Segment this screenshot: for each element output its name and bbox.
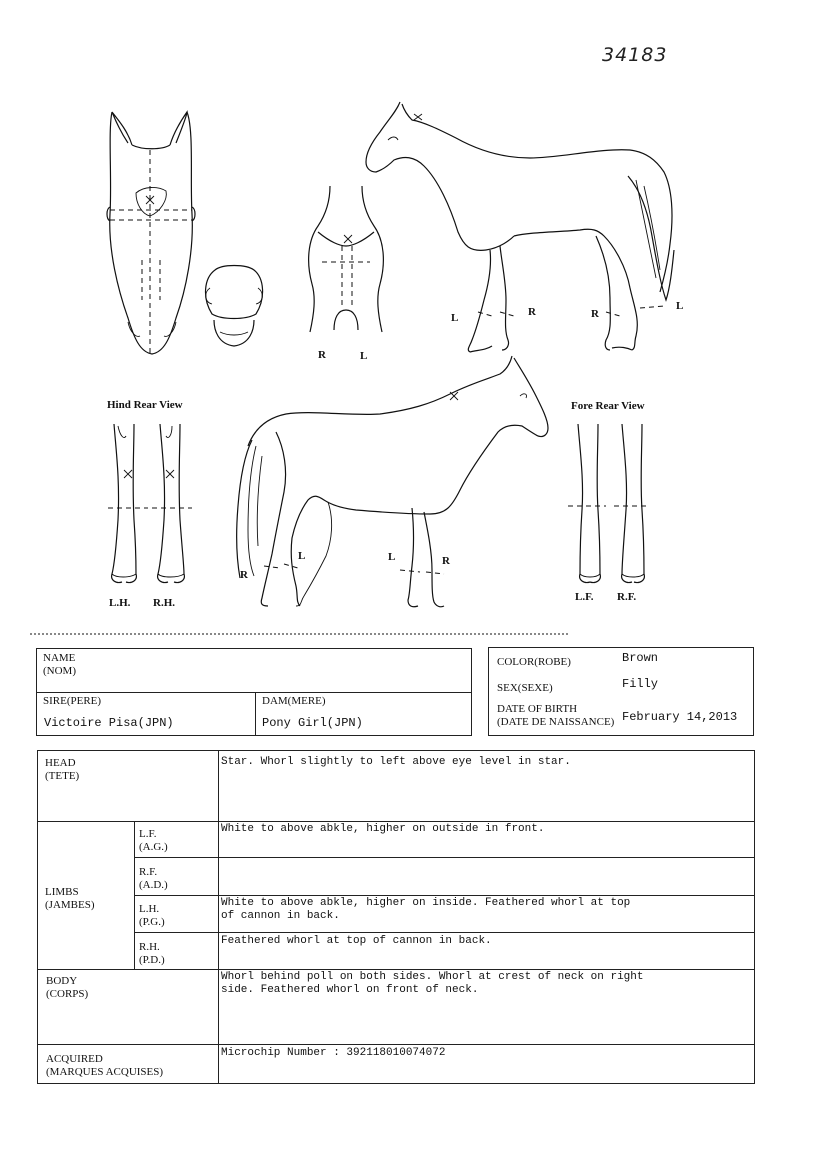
limb-lh-code: L.H. (P.G.) (139, 903, 165, 928)
sire-value: Victoire Pisa(JPN) (44, 716, 174, 730)
limb-rh-code: R.H. (P.D.) (139, 941, 165, 966)
name-label: NAME (NOM) (43, 652, 76, 677)
top-horse-right-mark-2: R (591, 308, 599, 320)
dob-value: February 14,2013 (622, 710, 738, 724)
body-value: Whorl behind poll on both sides. Whorl at crest of neck on right side. Feathered whorl on front of neck. (221, 971, 644, 996)
head-label: HEAD (TETE) (45, 757, 80, 782)
top-horse-right-mark-1: R (528, 306, 536, 318)
sire-label: SIRE(PERE) (43, 695, 102, 707)
muzzle-drawing (206, 266, 263, 347)
dam-value: Pony Girl(JPN) (262, 716, 363, 730)
chest-front-drawing (309, 186, 384, 332)
top-horse-left-mark-2: L (676, 300, 684, 312)
lh-mark: L.H. (109, 597, 131, 609)
chest-right-mark: R (318, 349, 326, 361)
hind-rear-legs-drawing (108, 424, 192, 583)
bottom-horse-left-mark: L (298, 550, 306, 562)
hind-rear-view-label: Hind Rear View (107, 399, 183, 411)
dob-label: DATE OF BIRTH (DATE DE NAISSANCE) (497, 703, 615, 728)
head-front-drawing (107, 112, 195, 354)
horse-right-side-drawing (237, 356, 548, 607)
color-value: Brown (622, 651, 659, 665)
body-label: BODY (CORPS) (46, 975, 89, 1000)
document-number: 34183 (602, 44, 668, 66)
lf-mark: L.F. (575, 591, 594, 603)
sex-label: SEX(SEXE) (497, 682, 553, 694)
top-horse-left-mark: L (451, 312, 459, 324)
chest-left-mark: L (360, 350, 368, 362)
limb-lf-code: L.F. (A.G.) (139, 828, 168, 853)
limbs-label: LIMBS (JAMBES) (45, 886, 95, 911)
fore-rear-legs-drawing (568, 424, 650, 583)
acquired-label: ACQUIRED (MARQUES ACQUISES) (46, 1053, 164, 1078)
bottom-horse-right-mark-2: R (442, 555, 450, 567)
head-value: Star. Whorl slightly to left above eye level in star. (221, 756, 571, 768)
dam-label: DAM(MERE) (262, 695, 326, 707)
acquired-value: Microchip Number : 392118010074072 (221, 1047, 446, 1059)
color-label: COLOR(ROBE) (497, 656, 571, 668)
sex-value: Filly (622, 677, 659, 691)
rh-mark: R.H. (153, 597, 175, 609)
horse-left-side-drawing (366, 102, 674, 352)
bottom-horse-right-mark: R (240, 569, 248, 581)
limb-rh-value: Feathered whorl at top of cannon in back. (221, 935, 492, 947)
fore-rear-view-label: Fore Rear View (571, 400, 645, 412)
bottom-horse-left-mark-2: L (388, 551, 396, 563)
rf-mark: R.F. (617, 591, 637, 603)
limb-lh-value: White to above abkle, higher on inside. Feathered whorl at top of cannon in back. (221, 897, 631, 922)
limb-lf-value: White to above abkle, higher on outside in front. (221, 823, 545, 835)
limb-rf-code: R.F. (A.D.) (139, 866, 168, 891)
